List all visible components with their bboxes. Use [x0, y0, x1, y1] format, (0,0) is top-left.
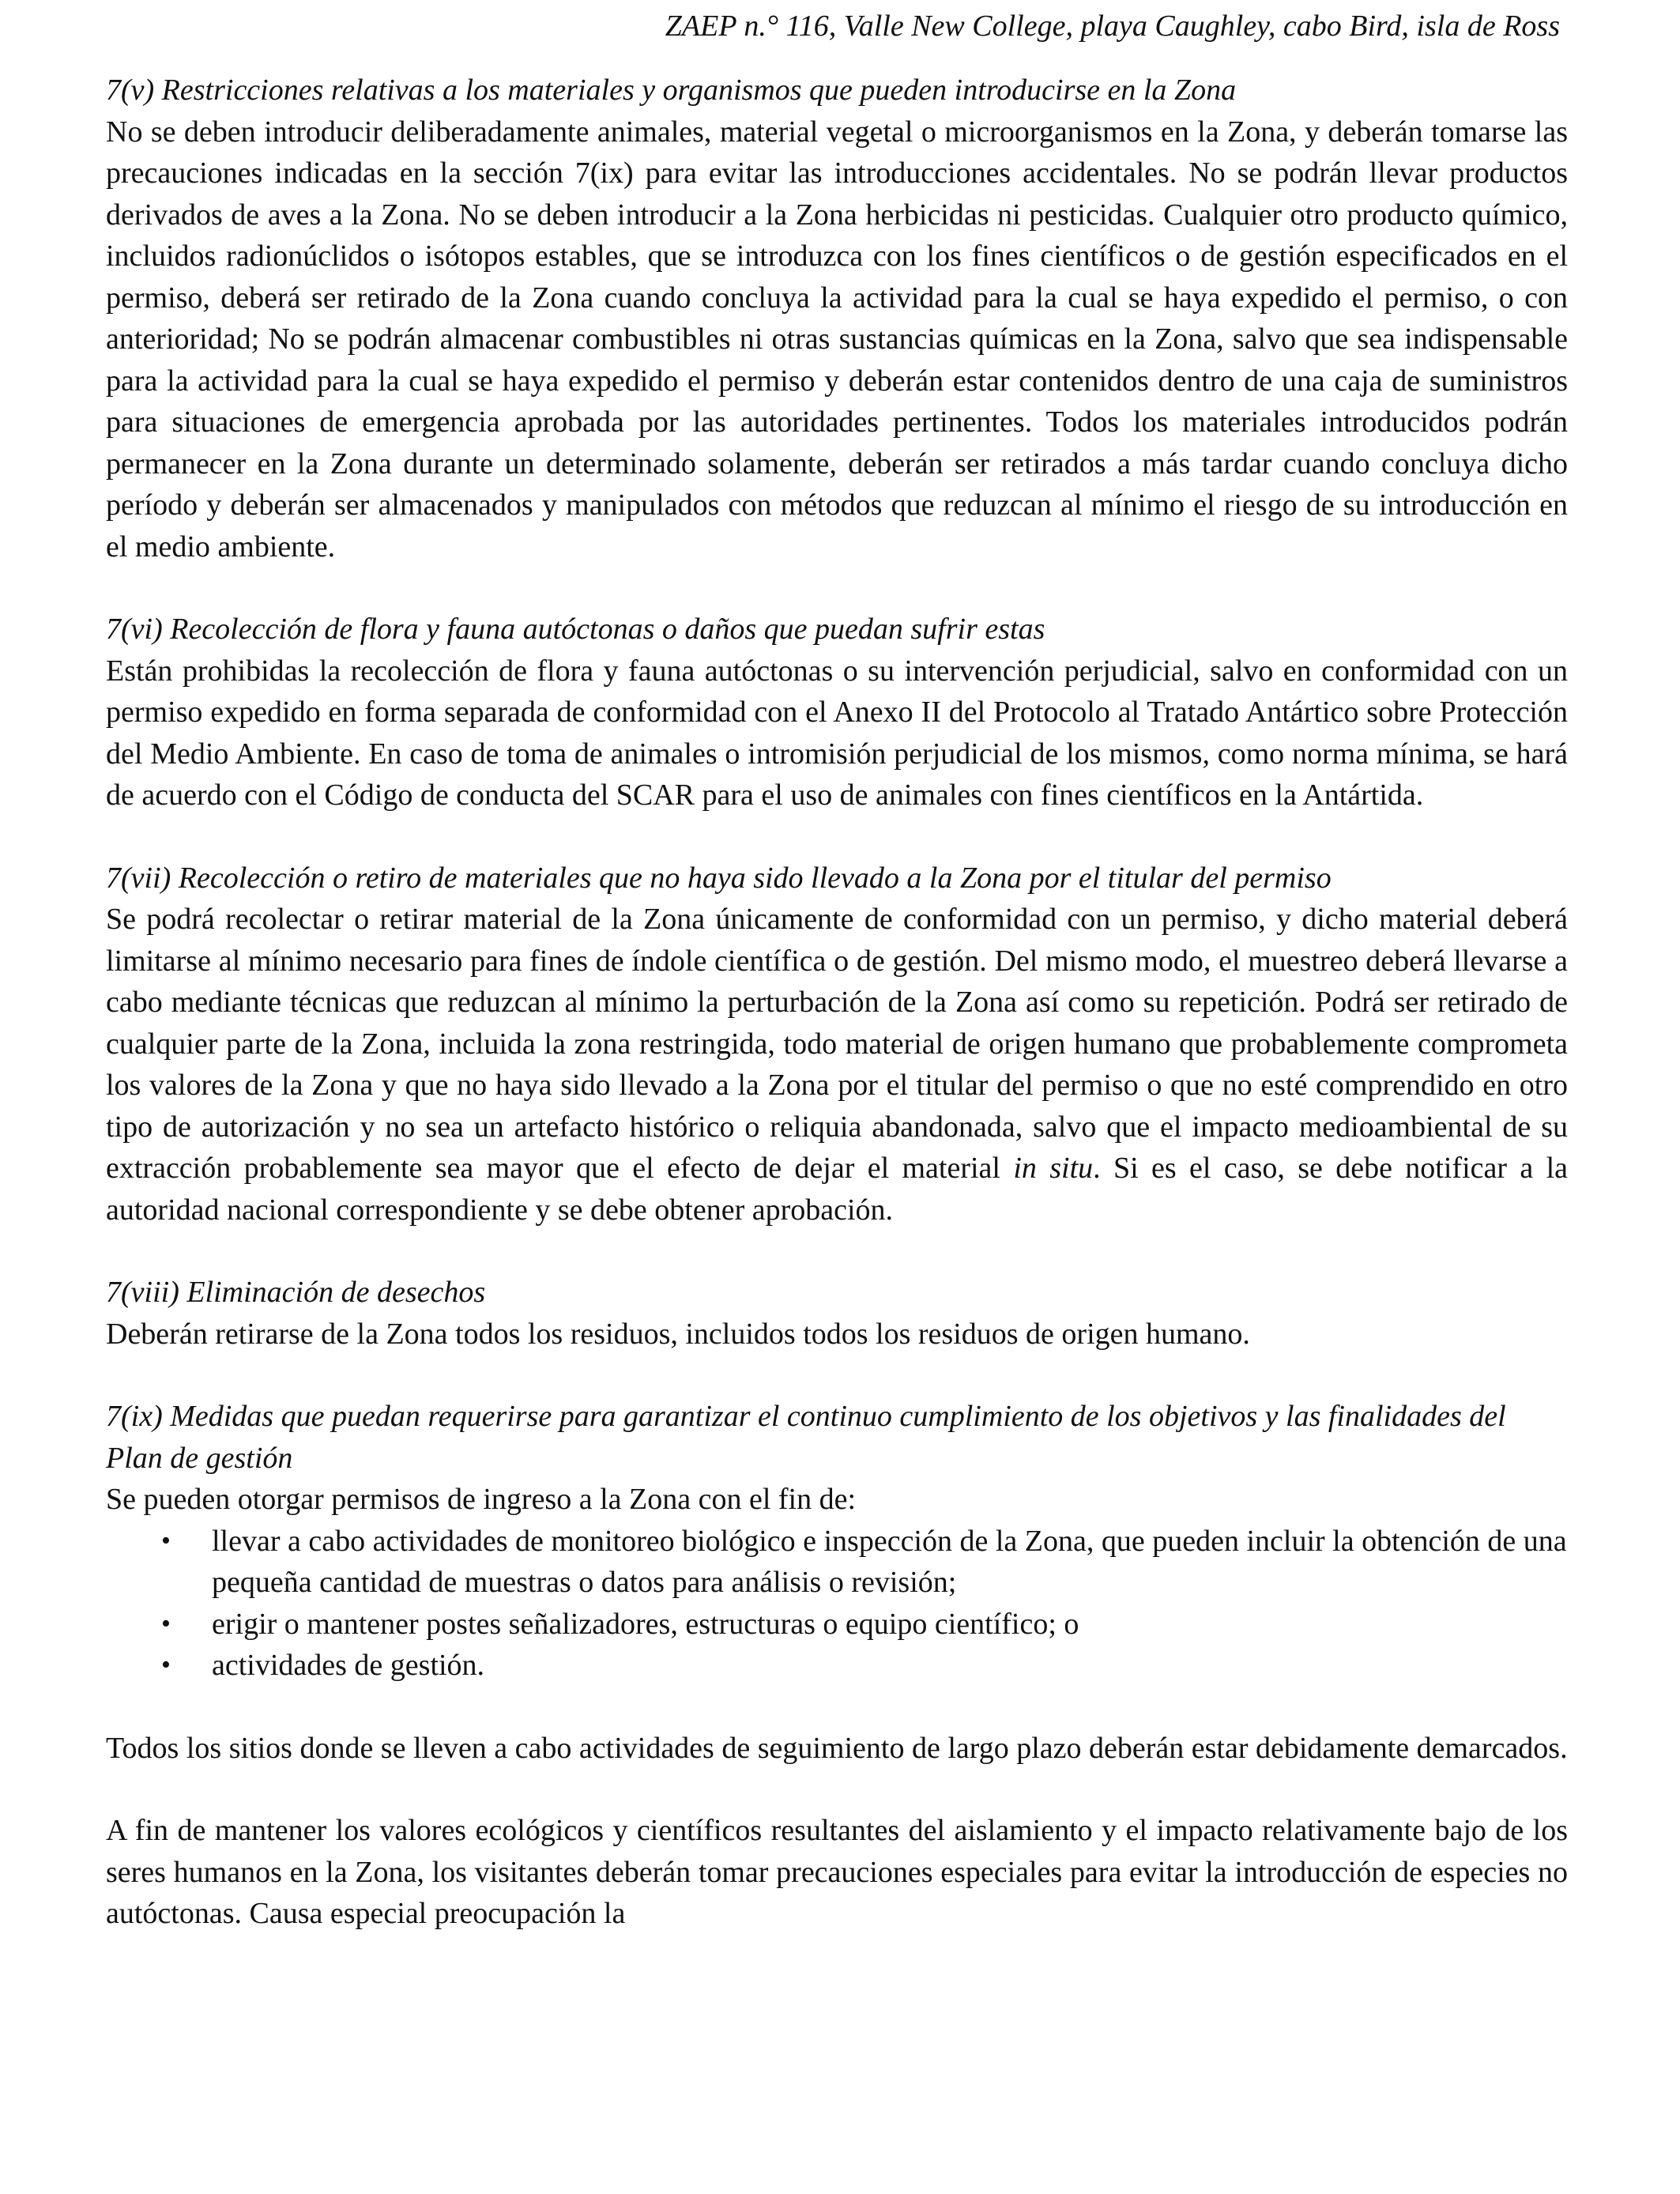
section-heading-7viii: 7(viii) Eliminación de desechos [106, 1276, 486, 1309]
bullet-icon: • [161, 1525, 171, 1555]
section-heading-7vi: 7(vi) Recolección de flora y fauna autóctonas o daños que puedan sufrir estas [106, 613, 1045, 646]
section-body-7v: No se deben introducir deliberadamente animales, material vegetal o microorganismos en la Zona, y deberán tomarse las precauciones indicadas en la sección 7(ix) para evitar las introducciones accidentales. No se podrán llevar productos derivados de aves a la Zona. No se deben introducir a la Zona herbicidas ni pesticidas. Cualquier otro producto químico, incluidos radionúclidos o isótopos estables, que se introduzca con los fines científicos o de gestión especificados en el permiso, deberá ser retirado de la Zona cuando concluya la actividad para la cual se haya expedido el permiso, o con anterioridad; No se podrán almacenar combustibles ni otras sustancias químicas en la Zona, salvo que sea indispensable para la actividad para la cual se haya expedido el permiso y deberán estar contenidos dentro de una caja de suministros para situaciones de emergencia aprobada por las autoridades pertinentes. Todos los materiales introducidos podrán permanecer en la Zona durante un determinado solamente, deberán ser retirados a más tardar cuando concluya dicho período y deberán ser almacenados y manipulados con métodos que reduzcan al mínimo el riesgo de su introducción en el medio ambiente. [106, 115, 1568, 564]
list-item [161, 1604, 1568, 1646]
section-heading-7ix: 7(ix) Medidas que puedan requerirse para garantizar el continuo cumplimiento de los objetivos y las finalidades del Plan de gestión [106, 1400, 1506, 1475]
section-heading-7vii: 7(vii) Recolección o retiro de materiales que no haya sido llevado a la Zona por el titular del permiso [106, 861, 1332, 895]
list-item-text: erigir o mantener postes señalizadores, estructuras o equipo científico; o [212, 1607, 1079, 1641]
list-item-text: llevar a cabo actividades de monitoreo biológico e inspección de la Zona, que pueden incluir la obtención de una pequeña cantidad de muestras o datos para análisis o revisión; [212, 1524, 1567, 1599]
list-item-text: actividades de gestión. [212, 1649, 485, 1682]
document-body [106, 70, 1568, 1976]
bullet-icon: • [161, 1608, 171, 1638]
latin-term-in-situ: in situ [1013, 1152, 1094, 1185]
section-intro-7ix: Se pueden otorgar permisos de ingreso a la Zona con el fin de: [106, 1483, 857, 1516]
section-body-7vi: Están prohibidas la recolección de flora y fauna autóctonas o su intervención perjudicial, salvo en conformidad con un permiso expedido en forma separada de conformidad con el Anexo II del Protocolo al Tratado Antártico sobre Protección del Medio Ambiente. En caso de toma de animales o intromisión perjudicial de los mismos, como norma mínima, se hará de acuerdo con el Código de conducta del SCAR para el uso de animales con fines científicos en la Antártida. [106, 654, 1568, 812]
body-text-part: . Si es el caso, se debe notificar a la autoridad nacional correspondiente y se debe obtener aprobación. [106, 1152, 1569, 1227]
section-body-7vii [106, 899, 1568, 1231]
section-heading-7v: 7(v) Restricciones relativas a los materiales y organismos que pueden introducirse en la Zona [106, 74, 1237, 107]
section-body-7viii: Deberán retirarse de la Zona todos los residuos, incluidos todos los residuos de origen humano. [106, 1317, 1250, 1351]
section-7vii [106, 858, 1568, 1231]
section-paragraph-7ix-2: Todos los sitios donde se lleven a cabo actividades de seguimiento de largo plazo deberán estar debidamente demarcados. [106, 1731, 1568, 1765]
section-paragraph-7ix-3: A fin de mantener los valores ecológicos y científicos resultantes del aislamiento y el impacto relativamente bajo de los seres humanos en la Zona, los visitantes deberán tomar precauciones especiales para evitar la introducción de especies no autóctonas. Causa especial preocupación la [106, 1814, 1568, 1930]
bullet-list [106, 1521, 1568, 1687]
list-item [161, 1521, 1568, 1604]
running-header: ZAEP n.° 116, Valle New College, playa Caughley, cabo Bird, isla de Ross [665, 9, 1560, 43]
body-text-part: Se podrá recolectar o retirar material de la Zona únicamente de conformidad con un permiso, y dicho material deberá limitarse al mínimo necesario para fines de índole científica o de gestión. Del mismo modo, el muestreo deberá llevarse a cabo mediante técnicas que reduzcan al mínimo la perturbación de la Zona así como su repetición. Podrá ser retirado de cualquier parte de la Zona, incluida la zona restringida, todo material de origen humano que probablemente comprometa los valores de la Zona y que no haya sido llevado a la Zona por el titular del permiso o que no esté comprendido en otro tipo de autorización y no sea un artefacto histórico o reliquia abandonada, salvo que el impacto medioambiental de su extracción probablemente sea mayor que el efecto de dejar el material [106, 903, 1568, 1185]
list-item [161, 1645, 1568, 1687]
bullet-icon: • [161, 1650, 171, 1679]
section-7vi [106, 609, 1568, 816]
section-7v [106, 70, 1568, 567]
section-7viii [106, 1272, 1568, 1355]
section-7ix [106, 1396, 1568, 1935]
